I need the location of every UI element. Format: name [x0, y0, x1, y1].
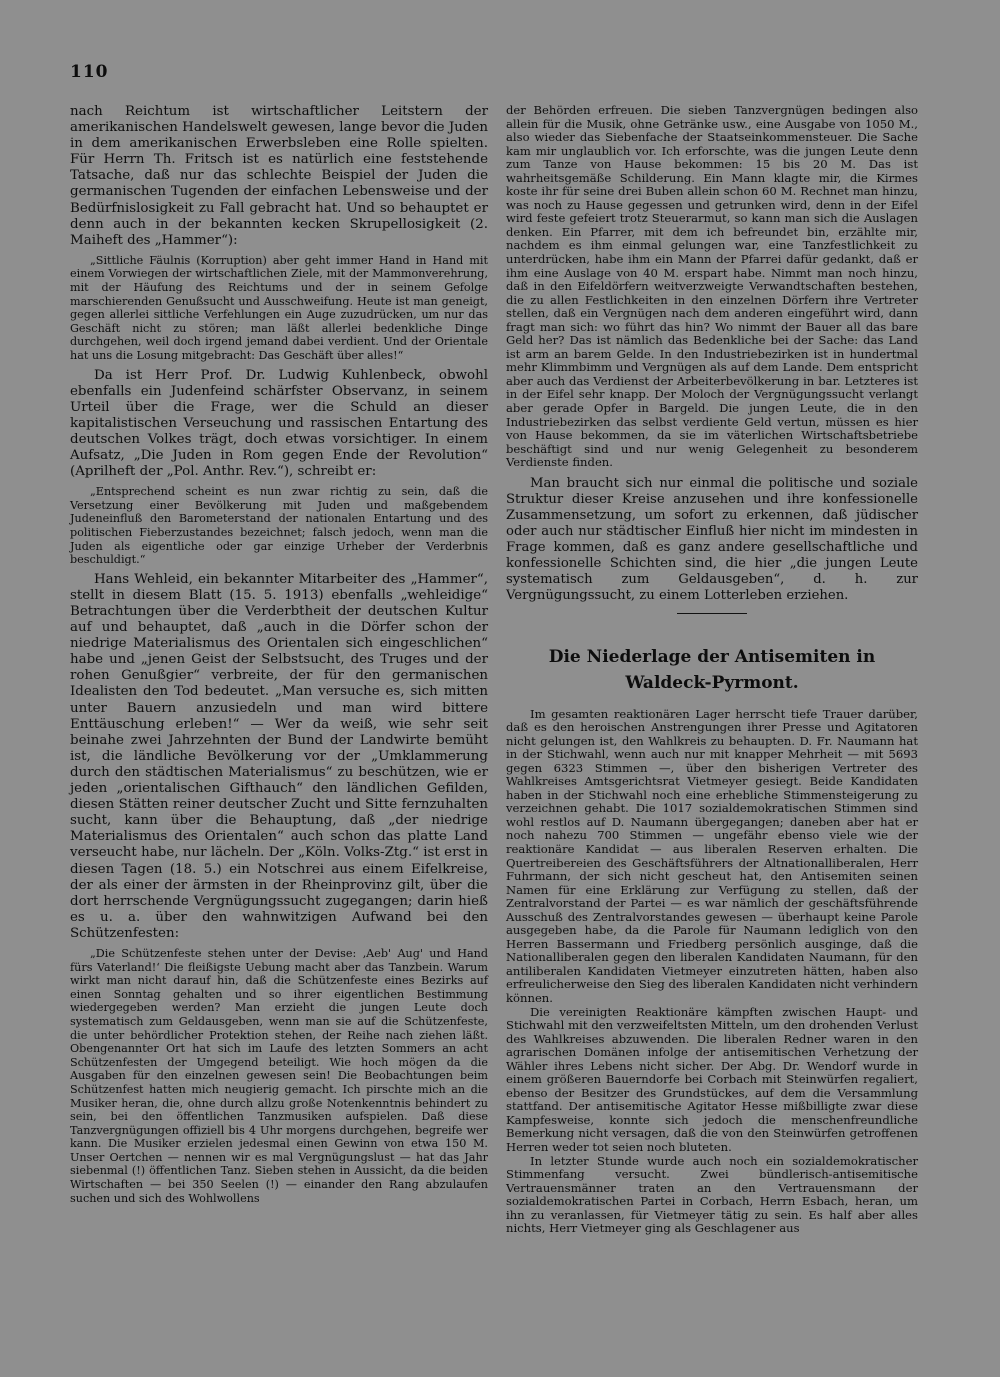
paragraph: Da ist Herr Prof. Dr. Ludwig Kuhlenbeck, obwohl ebenfalls ein Judenfeind schärfster Observanz, in seinem Urteil über die Frage, wer die Schuld an dieser kapitalistischen Verseuchung und rassischen Entartung des deutschen Volkes trägt, doch etwas vorsichtiger. In einem Aufsatz, „Die Juden in Rom gegen Ende der Revolution“ (Aprilheft der „Pol. Anthr. Rev.“), schreibt er:	[70, 367, 488, 480]
paragraph: nach Reichtum ist wirtschaftlicher Leitstern der amerikanischen Handelswelt gewesen, lange bevor die Juden in dem amerikanischen Erwerbsleben eine Rolle spielten. Für Herrn Th. Fritsch ist es natürlich eine feststehende Tatsache, daß nur das schlechte Beispiel der Juden die germanischen Tugenden der einfachen Lebensweise und der Bedürfnislosigkeit zu Fall gebracht hat. Und so behauptet er denn auch in der bekannten kecken Skrupellosigkeit (2. Maiheft des „Hammer“):	[70, 104, 488, 248]
block-quote: „Entsprechend scheint es nun zwar richtig zu sein, daß die Versetzung einer Bevölkerung mit Juden und maßgebendem Judeneinfluß den Barometerstand der nationalen Entartung und des politischen Fieberzustandes bezeichnet; falsch jedoch, wenn man die Juden als eigentliche oder gar einzige Urheber der Verderbnis beschuldigt.“	[70, 485, 488, 567]
block-quote: „Sittliche Fäulnis (Korruption) aber geht immer Hand in Hand mit einem Vorwiegen der wirtschaftlichen Ziele, mit der Mammonverehrung, mit der Häufung des Reichtums und der in seinem Gefolge marschierenden Genußsucht und Ausschweifung. Heute ist man geneigt, gegen allerlei sittliche Verfehlungen ein Auge zuzudrücken, um nur das Geschäft nicht zu stören; man läßt allerlei bedenkliche Dinge durchgehen, weil doch irgend jemand dabei verdient. Und der Orientale hat uns die Losung mitgebracht: Das Geschäft über alles!“	[70, 253, 488, 362]
paragraph: Die vereinigten Reaktionäre kämpften zwischen Haupt- und Stichwahl mit den verzweifeltsten Mitteln, um den drohenden Verlust des Wahlkreises abzuwenden. Die liberalen Redner waren in den agrarischen Domänen infolge der antisemitischen Verhetzung der Wähler ihres Lebens nicht sicher. Der Abg. Dr. Wendorf wurde in einem größeren Bauerndorfe bei Corbach mit Steinwürfen regaliert, ebenso der Besitzer des Grundstückes, auf dem die Versammlung stattfand. Der antisemitische Agitator Hesse mißbilligte zwar diese Kampfesweise, konnte sich jedoch die menschenfreundliche Bemerkung nicht versagen, daß die von den Steinwürfen getroffenen Herren weder tot seien noch bluteten.	[506, 1004, 918, 1155]
left-column	[70, 104, 488, 1210]
right-column	[506, 104, 918, 1236]
section-divider	[677, 613, 747, 614]
section-title-line: Die Niederlage der Antisemiten in	[548, 646, 876, 667]
page-number: 110	[70, 62, 109, 82]
block-quote: „Die Schützenfeste stehen unter der Devise: ‚Aeb' Aug' und Hand fürs Vaterland!‘ Die fleißigste Uebung macht aber das Tanzbein. Warum wirkt man nicht darauf hin, daß die Schützenfeste eines Bezirks auf einen Sonntag gehalten und so ihrer eigentlichen Bestimmung wiedergegeben werden? Man erzieht die jungen Leute doch systematisch zum Geldausgeben, wenn man sie auf die Schützenfeste, die unter behördlicher Protektion stehen, der Reihe nach ziehen läßt. Obengenannter Ort hat sich im Laufe des letzten Sommers an acht Schützenfesten der Umgegend beteiligt. Wie hoch mögen da die Ausgaben für den einzelnen gewesen sein! Die Beobachtungen beim Schützenfest hatten mich neugierig gemacht. Ich pirschte mich an die Musiker heran, die, ohne durch allzu große Notenkenntnis behindert zu sein, bei den öffentlichen Tanzmusiken aufspielen. Daß diese Tanzvergnügungen offiziell bis 4 Uhr morgens durchgehen, begreife wer kann. Die Musiker erzielen jedesmal einen Gewinn von etwa 150 M. Unser Oertchen — nennen wir es mal Vergnügungslust — hat das Jahr siebenmal (!) öffentlichen Tanz. Sieben stehen in Aussicht, da die beiden Wirtschaften — bei 350 Seelen (!) — einander den Rang abzulaufen suchen und sich des Wohlwollens	[70, 946, 488, 1205]
section-title-line: Waldeck-Pyrmont.	[625, 672, 799, 693]
paragraph: In letzter Stunde wurde auch noch ein sozialdemokratischer Stimmenfang versucht. Zwei bündlerisch-antisemitische Vertrauensmänner traten an den Vertrauensmann der sozialdemokratischen Partei in Corbach, Herrn Esbach, heran, um ihn zu veranlassen, für Vietmeyer tätig zu sein. Es half aber alles nichts, Herr Vietmeyer ging als Geschlagener aus	[506, 1153, 918, 1236]
paragraph: der Behörden erfreuen. Die sieben Tanzvergnügen bedingen also allein für die Musik, ohne Getränke usw., eine Ausgabe von 1050 M., also wieder das Siebenfache der Staatseinkommensteuer. Die Sache kam mir unglaublich vor. Ich erforschte, was die jungen Leute denn zum Tanze von Hause bekommen: 15 bis 20 M. Das ist wahrheitsgemäße Schilderung. Ein Mann klagte mir, die Kirmes koste ihr für seine drei Buben allein schon 60 M. Rechnet man hinzu, was noch zu Hause gegessen und getrunken wird, denn in der Eifel wird feste gefeiert trotz Steuerarmut, so kann man sich die Auslagen denken. Ein Pfarrer, mit dem ich befreundet bin, erzählte mir, nachdem es ihm einmal gelungen war, eine Tanzfestlichkeit zu unterdrücken, habe ihm ein Mann der Pfarrei dafür gedankt, daß er ihm eine Auslage von 40 M. erspart habe. Nimmt man noch hinzu, daß in den Eifeldörfern weitverzweigte Verwandtschaften bestehen, die zu allen Festlichkeiten in den einzelnen Dörfern ihre Vertreter stellen, daß ein Vergnügen nach dem anderen eingeführt wird, dann fragt man sich: wo führt das hin? Wo nimmt der Bauer all das bare Geld her? Das ist nämlich das Bedenkliche bei der Sache: das Land ist arm an barem Gelde. In den Industriebezirken ist in hundertmal mehr Klimmbimm und Vergnügen als auf dem Lande. Dem entspricht aber auch das Verdienst der Arbeiterbevölkerung in bar. Letzteres ist in der Eifel sehr knapp. Der Moloch der Vergnügungssucht verlangt aber gerade Opfer in Bargeld. Die jungen Leute, die in den Industriebezirken das selbst verdiente Geld vertun, müssen es hier von Hause bekommen, da sie im väterlichen Wirtschaftsbetriebe beschäftigt sind und nur wenig Gelegenheit zu besonderem Verdienste finden.	[506, 103, 918, 470]
paragraph: Man braucht sich nur einmal die politische und soziale Struktur dieser Kreise anzusehen und ihre konfessionelle Zusammensetzung, um sofort zu erkennen, daß jüdischer oder auch nur städtischer Einfluß hier nicht im mindesten in Frage kommen, daß es ganz andere gesellschaftliche und konfessionelle Schichten sind, die hier „die jungen Leute systematisch zum Geldausgeben“, d. h. zur Vergnügungssucht, zu einem Lotterleben erziehen.	[506, 475, 918, 604]
paragraph: Im gesamten reaktionären Lager herrscht tiefe Trauer darüber, daß es den heroischen Anstrengungen ihrer Presse und Agitatoren nicht gelungen ist, den Wahlkreis zu behaupten. D. Fr. Naumann hat in der Stichwahl, wenn auch nur mit knapper Mehrheit — mit 5693 gegen 6323 Stimmen —, über den bisherigen Vertreter des Wahlkreises Amtsgerichtsrat Vietmeyer gesiegt. Beide Kandidaten haben in der Stichwahl noch eine erhebliche Stimmensteigerung zu verzeichnen gehabt. Die 1017 sozialdemokratischen Stimmen sind wohl restlos auf D. Naumann übergegangen; daneben aber hat er noch nahezu 700 Stimmen — ungefähr ebenso viele wie der reaktionäre Kandidat — aus liberalen Reserven erhalten. Die Quertreibereien des Geschäftsführers der Altnationalliberalen, Herr Fuhrmann, der sich nicht gescheut hat, den Antisemiten seinen Namen für eine Erklärung zur Verfügung zu stellen, daß der Zentralvorstand der Partei — es war nämlich der geschäftsführende Ausschuß des Zentralvorstandes gewesen — überhaupt keine Parole ausgegeben habe, da die Parole für Naumann lediglich von den Herren Bassermann und Friedberg persönlich ausginge, daß die Nationalliberalen gegen den liberalen Kandidaten Naumann, für den antiliberalen Kandidaten Vietmeyer einzutreten hätten, haben also erfreulicherweise den Sieg des liberalen Kandidaten nicht verhindern können.	[506, 706, 918, 1005]
section-title	[506, 644, 918, 696]
paragraph: Hans Wehleid, ein bekannter Mitarbeiter des „Hammer“, stellt in diesem Blatt (15. 5. 1913) ebenfalls „wehleidige“ Betrachtungen über die Verderbtheit der deutschen Kultur auf und behauptet, daß „auch in die Dörfer schon der niedrige Materialismus des Orientalen sich eingeschlichen“ habe und „jenen Geist der Selbstsucht, des Truges und der rohen Genußgier“ verbreite, der für den germanischen Idealisten den Tod bedeutet. „Man versuche es, sich mitten unter Bauern anzusiedeln und man wird bittere Enttäuschung erleben!“ — Wer da weiß, wie sehr seit beinahe zwei Jahrzehnten der Bund der Landwirte bemüht ist, die ländliche Bevölkerung vor der „Umklammerung durch den städtischen Materialismus“ zu beschützen, wie er jeden „orientalischen Gifthauch“ den ländlichen Gefilden, diesen Stätten reiner deutscher Zucht und Sitte fernzuhalten sucht, kann über die Behauptung, daß „der niedrige Materialismus des Orientalen“ auch schon das platte Land verseucht habe, nur lächeln. Der „Köln. Volks-Ztg.“ ist erst in diesen Tagen (18. 5.) ein Notschrei aus einem Eifelkreise, der als einer der ärmsten in der Rheinprovinz gilt, über die dort herrschende Vergnügungssucht zugegangen; darin hieß es u. a. über den wahnwitzigen Aufwand bei den Schützenfesten:	[70, 571, 488, 941]
